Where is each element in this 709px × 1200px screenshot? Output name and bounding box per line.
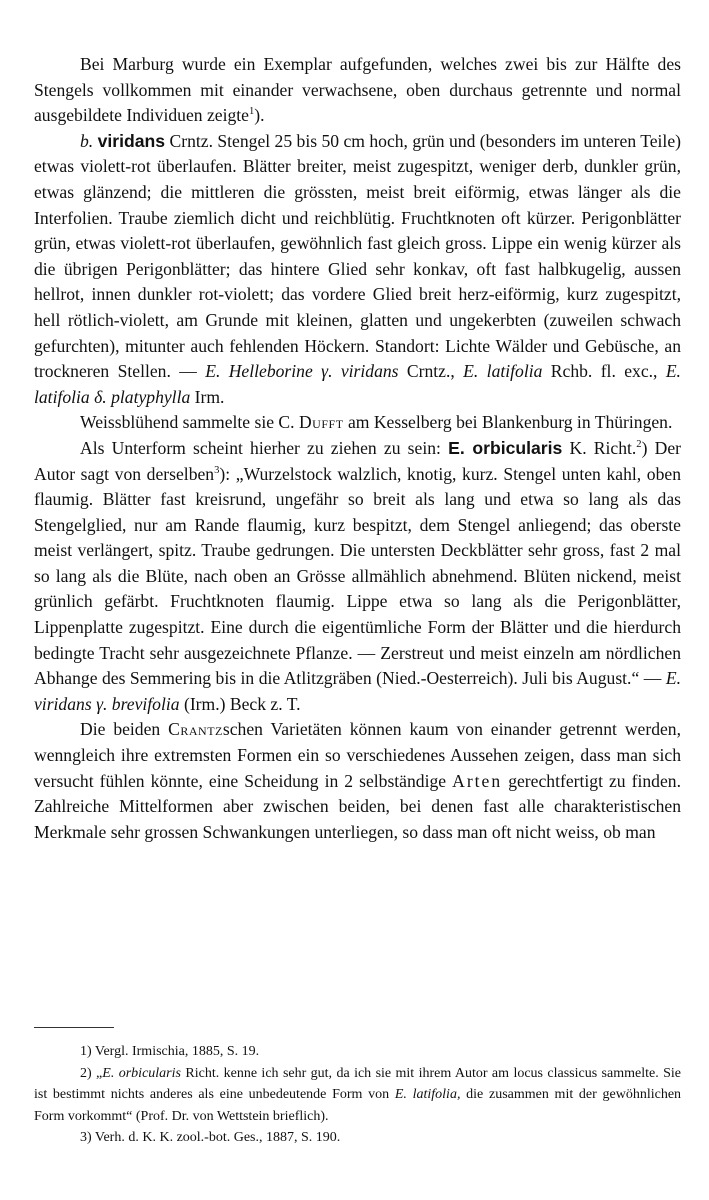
synonym: E. latifolia [463, 361, 543, 382]
paragraph-marburg [34, 52, 681, 129]
footnote-2 [34, 1063, 681, 1128]
footnote-taxon: E. latifolia, [394, 1087, 461, 1102]
footnotes [34, 1041, 681, 1149]
emphasized-word: Arten [452, 770, 503, 791]
paragraph-dufft [34, 410, 681, 436]
synonym-author: Irm. [194, 386, 225, 407]
paragraph-orbicularis [34, 436, 681, 718]
paragraph-text: Die beiden [80, 719, 161, 740]
subform-name: E. orbicularis [448, 437, 563, 458]
paragraph-text: ). [254, 105, 265, 126]
paragraph-text: am Kesselberg bei Blankenburg in Thüringen. [347, 412, 673, 433]
footnote-text: 3) Verh. d. K. K. zool.-bot. Ges., 1887, S. 190. [80, 1130, 341, 1145]
footnote-text: die zusammen mit der gewöhnlichen Form vorkommt“ (Prof. Dr. von Wettstein brieflich). [34, 1087, 682, 1124]
variety-label: b. [80, 130, 94, 151]
synonym: E. latifolia δ. platyphylla [34, 361, 681, 407]
paragraph-text: Weissblühend sammelte sie C. [80, 412, 295, 433]
paragraph-text: ) Der Autor sagt von derselben [34, 437, 681, 484]
footnote-ref[interactable]: 1 [248, 106, 255, 118]
footnote-3 [34, 1127, 681, 1149]
synonym-author: Crntz., [406, 361, 455, 382]
quotation-text: ): „Wurzelstock walzlich, knotig, kurz. Stengel unten kahl, oben flaumig. Blätter fast kreisrund, ungefähr so breit als lang und etwa so lang als das Stengelglied, nur am Rande flaumig, kurz bespitzt, dem Stengel anliegend; das oberste meist verlängert, spitz. Traube gedrungen. Die untersten Deckblätter sehr gross, fast 2 mal so lang als die Blüte, nach oben an Grösse allmählich abnehmend. Blüten nickend, meist grünlich gefärbt. Fruchtknoten flaumig. Lippe etwa so lang als die Perigonblätter, Lippenplatte zugespitzt. Eine durch die eigentümliche Form der Blätter und die hierdurch bedingte Tracht sehr ausgezeichnete Pflanze. — Zerstreut und meist einzeln am nördlichen Abhange des Semmering bis in die Atlitzgräben (Nied.-Oesterreich). Juli bis August.“ — [34, 463, 681, 689]
paragraph-crantz [34, 717, 681, 845]
footnote-text: 1) Vergl. Irmischia, 1885, S. 19. [80, 1044, 260, 1059]
footnote-text: 2) „ [80, 1065, 103, 1081]
synonym-author: (Irm.) Beck z. T. [183, 693, 301, 714]
person-name: Dufft [298, 412, 344, 433]
paragraph-viridans [34, 129, 681, 411]
footnote-ref[interactable]: 2 [636, 439, 642, 451]
footnote-text: Richt. kenne ich sehr gut, da ich sie mit ihrem Autor am locus classicus sammelte. Sie ist bestimmt nichts anderes als eine unbedeutende Form von [34, 1065, 681, 1102]
paragraph-text: Crntz. Stengel 25 bis 50 cm hoch, grün und (besonders im unteren Teile) etwas violett-rot überlaufen. Blätter breiter, meist zugespitzt, weniger derb, dunkler grün, etwas glänzend; die mittleren die grössten, meist breit eiförmig, etwas länger als die Interfolien. Traube ziemlich dicht und reichblütig. Fruchtknoten oft kürzer. Perigonblätter grün, etwas violett-rot überlaufen, gewöhnlich fast gleich gross. Lippe ein wenig kürzer als die übrigen Perigonblätter; das hintere Glied sehr konkav, oft fast halbkugelig, aussen hellrot, innen dunkler rot-violett; das vordere Glied breit herz-eiförmig, kurz zugespitzt, hell rötlich-violett, am Grunde mit kleinen, glatten und ungekerbten (zuweilen schwach gefurchten), mitunter auch fehlenden Höckern. Standort: Lichte Wälder und Gebüsche, an trockneren Stellen. — [34, 130, 681, 382]
synonym-author: Rchb. fl. exc., [550, 361, 658, 382]
paragraph-text: Bei Marburg wurde ein Exemplar aufgefunden, welches zwei bis zur Hälfte des Stengels vollkommen mit einander verwachsene, oben durchaus getrennte und normal ausgebildete Individuen zeigte [34, 54, 681, 126]
paragraph-text: schen Varietäten können kaum von einander getrennt werden, wenngleich ihre extremsten Formen ein so verschiedenes Aussehen zeigen, dass man sich versucht fühlen könnte, eine Scheidung in 2 selbständige [34, 719, 681, 791]
paragraph-text: K. Richt. [569, 437, 637, 458]
footnote-taxon: E. orbicularis [102, 1065, 181, 1081]
variety-name: viridans [97, 130, 166, 151]
synonym: E. Helleborine γ. viridans [205, 361, 399, 382]
body-text [34, 52, 681, 845]
footnote-ref[interactable]: 3 [214, 464, 220, 476]
synonym: E. viridans γ. brevifolia [34, 668, 681, 714]
footnote-1 [34, 1041, 681, 1063]
footnote-divider [34, 1027, 114, 1028]
paragraph-text: Als Unterform scheint hierher zu ziehen zu sein: [80, 437, 441, 458]
paragraph-text: gerechtfertigt zu finden. Zahlreiche Mittelformen aber zwischen beiden, bei denen fast alle charakteristischen Merkmale sehr grossen Schwankungen unterliegen, so dass man oft nicht weiss, ob man [34, 770, 681, 842]
person-name: Crantz [168, 719, 223, 740]
